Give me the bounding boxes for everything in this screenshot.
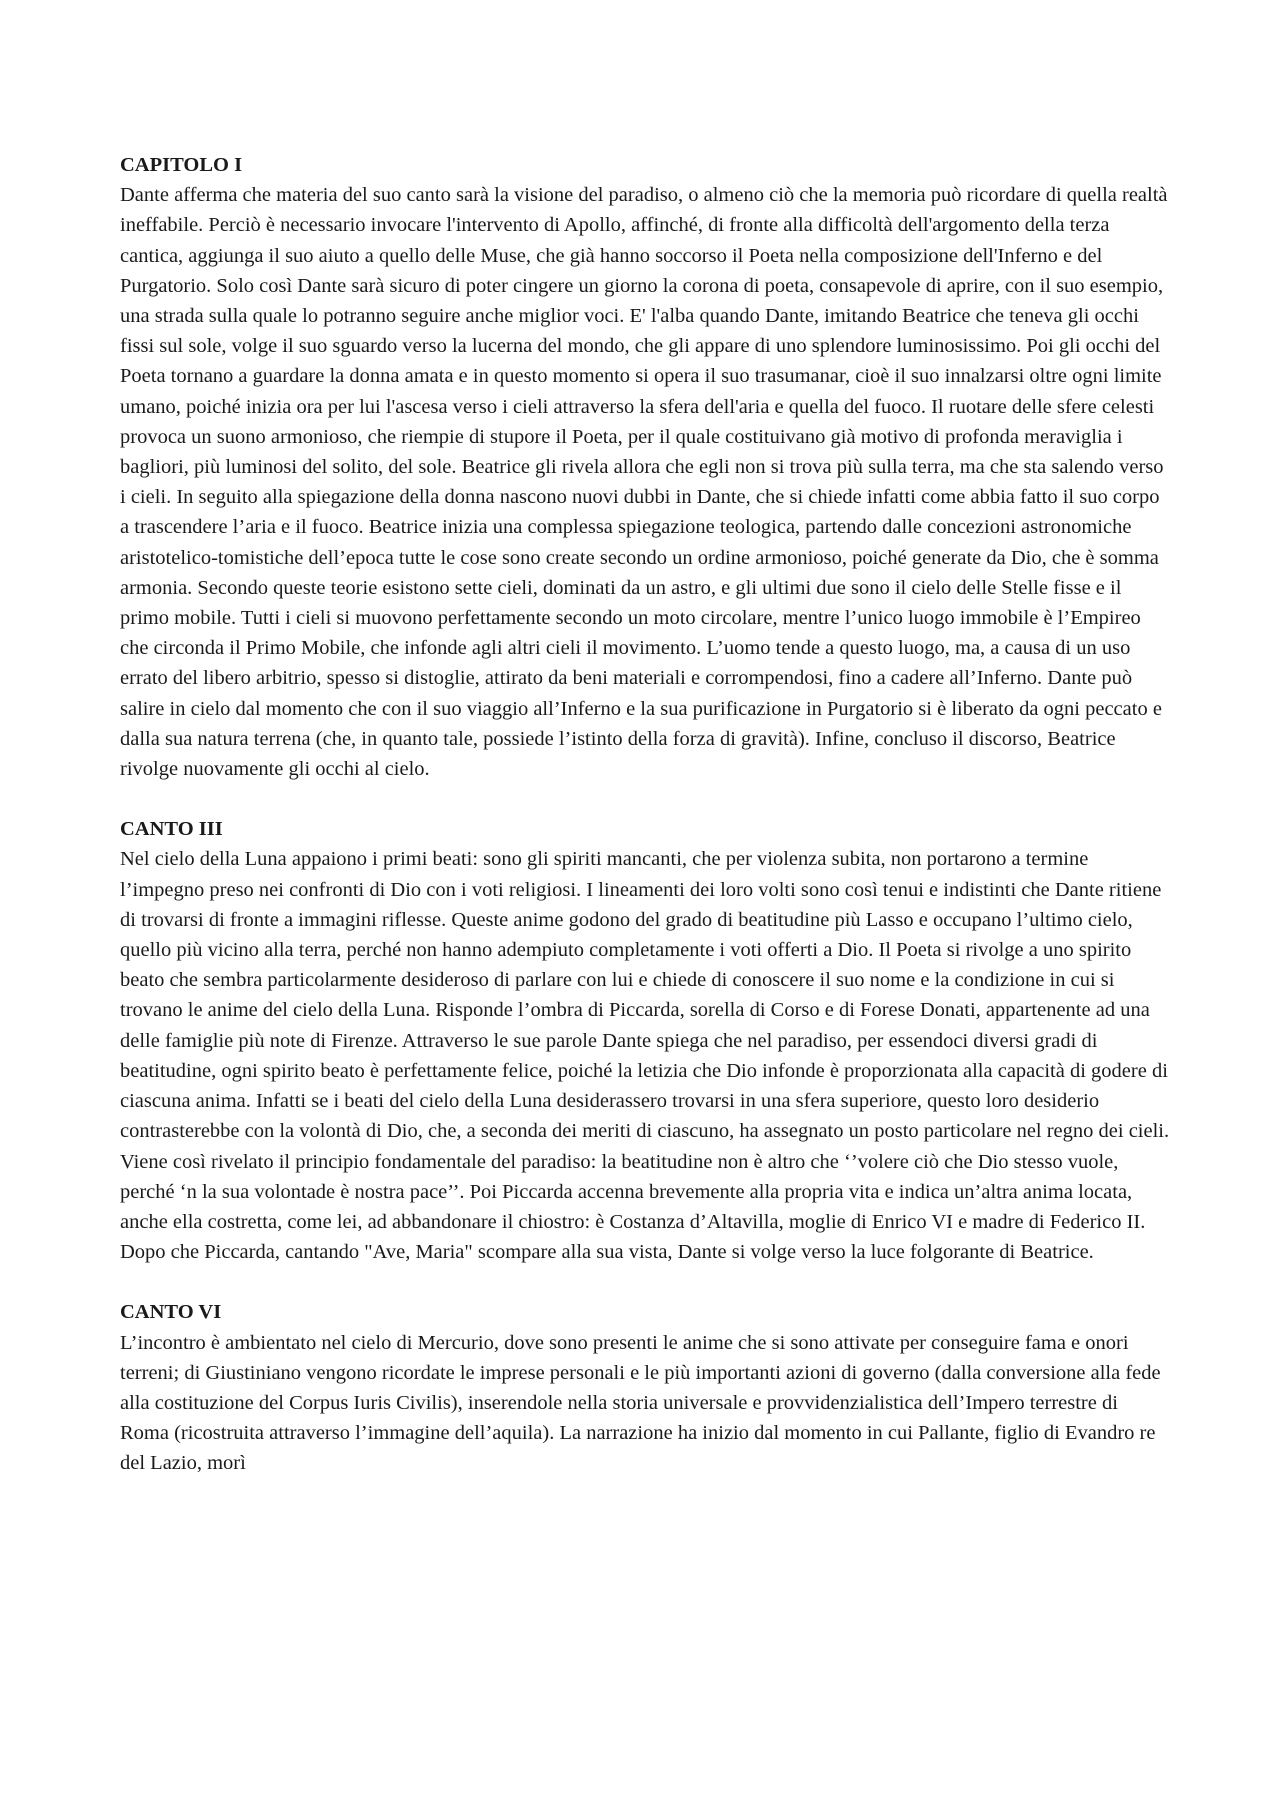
section-heading: CANTO III [120, 818, 223, 841]
document-content [120, 150, 1170, 1509]
section-paragraph: Dante afferma che materia del suo canto sarà la visione del paradiso, o almeno ciò che la memoria può ricordare di quella realtà ineffabile. Perciò è necessario invocare l'intervento di Apollo, affinché, di fronte alla difficoltà dell'argomento della terza cantica, aggiunga il suo aiuto a quello delle Muse, che già hanno soccorso il Poeta nella composizione dell'Inferno e del Purgatorio. Solo così Dante sarà sicuro di poter cingere un giorno la corona di poeta, consapevole di aprire, con il suo esempio, una strada sulla quale lo potranno seguire anche miglior voci. E' l'alba quando Dante, imitando Beatrice che teneva gli occhi fissi sul sole, volge il suo sguardo verso la lucerna del mondo, che gli appare di uno splendore luminosissimo. Poi gli occhi del Poeta tornano a guardare la donna amata e in questo momento si opera il suo trasumanar, cioè il suo innalzarsi oltre ogni limite umano, poiché inizia ora per lui l'ascesa verso i cieli attraverso la sfera dell'aria e quella del fuoco. Il ruotare delle sfere celesti provoca un suono armonioso, che riempie di stupore il Poeta, per il quale costituivano già motivo di profonda meraviglia i bagliori, più luminosi del solito, del sole. Beatrice gli rivela allora che egli non si trova più sulla terra, ma che sta salendo verso i cieli. In seguito alla spiegazione della donna nascono nuovi dubbi in Dante, che si chiede infatti come abbia fatto il suo corpo a trascendere l’aria e il fuoco. Beatrice inizia una complessa spiegazione teologica, partendo dalle concezioni astronomiche aristotelico-tomistiche dell’epoca tutte le cose sono create secondo un ordine armonioso, poiché generate da Dio, che è somma armonia. Secondo queste teorie esistono sette cieli, dominati da un astro, e gli ultimi due sono il cielo delle Stelle fisse e il primo mobile. Tutti i cieli si muovono perfettamente secondo un moto circolare, mentre l’unico luogo immobile è l’Empireo che circonda il Primo Mobile, che infonde agli altri cieli il movimento. L’uomo tende a questo luogo, ma, a causa di un uso errato del libero arbitrio, spesso si distoglie, attirato da beni materiali e corrompendosi, fino a cadere all’Inferno. Dante può salire in cielo dal momento che con il suo viaggio all’Inferno e la sua purificazione in Purgatorio si è liberato da ogni peccato e dalla sua natura terrena (che, in quanto tale, possiede l’istinto della forza di gravità). Infine, concluso il discorso, Beatrice rivolge nuovamente gli occhi al cielo. [120, 184, 1168, 781]
section-heading: CANTO VI [120, 1301, 222, 1324]
section-paragraph: L’incontro è ambientato nel cielo di Mercurio, dove sono presenti le anime che si sono attivate per conseguire fama e onori terreni; di Giustiniano vengono ricordate le imprese personali e le più importanti azioni di governo (dalla conversione alla fede alla costituzione del Corpus Iuris Civilis), inserendole nella storia universale e provvidenzialistica dell’Impero terrestre di Roma (ricostruita attraverso l’immagine dell’aquila). La narrazione ha inizio dal momento in cui Pallante, figlio di Evandro re del Lazio, morì [120, 1331, 1161, 1475]
section-canto-vi [120, 1297, 1170, 1478]
section-capitolo-i [120, 150, 1170, 784]
section-heading: CAPITOLO I [120, 154, 243, 176]
section-paragraph: Nel cielo della Luna appaiono i primi beati: sono gli spiriti mancanti, che per violenza subita, non portarono a termine l’impegno preso nei confronti di Dio con i voti religiosi. I lineamenti dei loro volti sono così tenui e indistinti che Dante ritiene di trovarsi di fronte a immagini riflesse. Queste anime godono del grado di beatitudine più Lasso e occupano l’ultimo cielo, quello più vicino alla terra, perché non hanno adempiuto completamente i voti offerti a Dio. Il Poeta si rivolge a uno spirito beato che sembra particolarmente desideroso di parlare con lui e chiede di conoscere il suo nome e la condizione in cui si trovano le anime del cielo della Luna. Risponde l’ombra di Piccarda, sorella di Corso e di Forese Donati, appartenente ad una delle famiglie più note di Firenze. Attraverso le sue parole Dante spiega che nel paradiso, per essendoci diversi gradi di beatitudine, ogni spirito beato è perfettamente felice, poiché la letizia che Dio infonde è proporzionata alla capacità di godere di ciascuna anima. Infatti se i beati del cielo della Luna desiderassero trovarsi in una sfera superiore, questo loro desiderio contrasterebbe con la volontà di Dio, che, a seconda dei meriti di ciascuno, ha assegnato un posto particolare nel regno dei cieli. Viene così rivelato il principio fondamentale del paradiso: la beatitudine non è altro che ‘’volere ciò che Dio stesso vuole, perché ‘n la sua volontade è nostra pace’’. Poi Piccarda accenna brevemente alla propria vita e indica un’altra anima locata, anche ella costretta, come lei, ad abbandonare il chiostro: è Costanza d’Altavilla, moglie di Enrico VI e madre di Federico II. Dopo che Piccarda, cantando "Ave, Maria" scompare alla sua vista, Dante si volge verso la luce folgorante di Beatrice. [120, 848, 1170, 1264]
section-canto-iii [120, 814, 1170, 1267]
